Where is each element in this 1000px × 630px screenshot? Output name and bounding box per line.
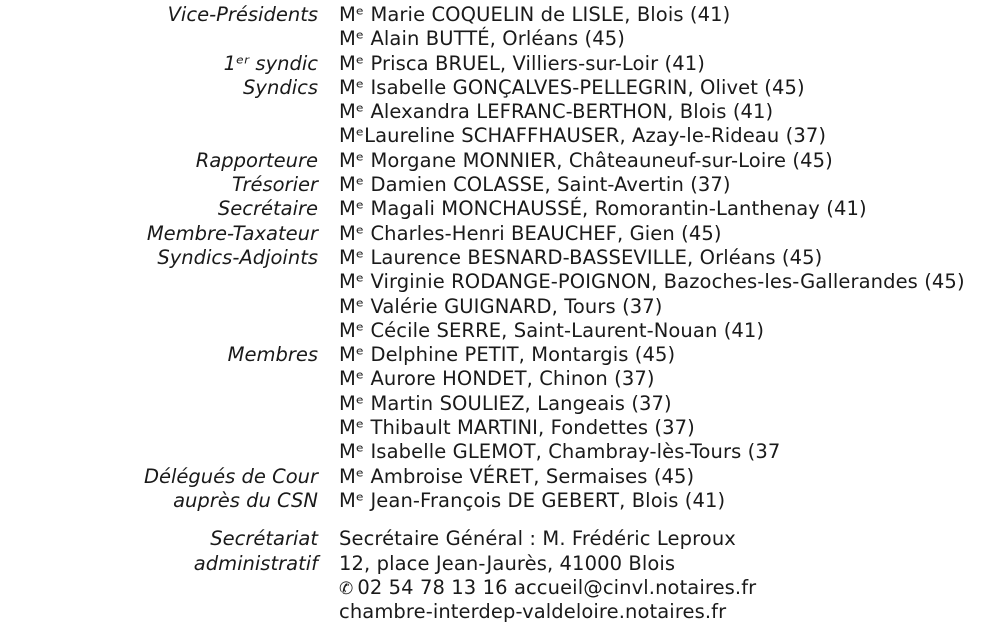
board-row [0,440,1000,464]
member-name: Mᵉ Prisca BRUEL, Villiers-sur-Loir (41) [339,51,705,75]
member-name: Mᵉ Delphine PETIT, Montargis (45) [339,343,676,367]
member-name: Mᵉ Ambroise VÉRET, Sermaises (45) [339,464,695,488]
member-name: Mᵉ Marie COQUELIN de LISLE, Blois (41) [339,3,731,26]
secretariat-address: 12, place Jean-Jaurès, 41000 Blois [339,551,676,575]
general-secretary: Secrétaire Général : M. Frédéric Leproux [339,527,736,551]
board-row [0,270,1000,294]
phone-number[interactable]: 02 54 78 13 16 [357,575,508,599]
board-row [0,100,1000,124]
board-row [0,392,1000,416]
role-label: Rapporteure [195,148,318,172]
board-row [0,489,1000,513]
board-row [0,246,1000,270]
role-label: Membres [227,343,318,367]
role-label: Syndics [243,75,318,99]
member-name: Mᵉ Morgane MONNIER, Châteauneuf-sur-Loire (45) [339,148,833,172]
board-row [0,222,1000,246]
role-label: Secrétaire [217,197,318,221]
member-name: Mᵉ Isabelle GONÇALVES-PELLEGRIN, Olivet (45) [339,75,805,99]
member-name: Mᵉ Alain BUTTÉ, Orléans (45) [339,27,625,51]
member-name: Mᵉ Virginie RODANGE-POIGNON, Bazoches-les-Gallerandes (45) [339,270,965,294]
board-row [0,465,1000,489]
board-row [0,319,1000,343]
member-name: Mᵉ Jean-François DE GEBERT, Blois (41) [339,488,726,512]
role-label: Délégués de Cour [143,464,318,488]
member-name: Mᵉ Isabelle GLEMOT, Chambray-lès-Tours (37 [339,440,781,464]
member-name: Mᵉ Aurore HONDET, Chinon (37) [339,367,655,391]
member-name: MᵉLaureline SCHAFFHAUSER, Azay-le-Rideau (37) [339,124,827,148]
board-row [0,367,1000,391]
board-row [0,52,1000,76]
phone-icon: ✆ [339,578,354,599]
website-link[interactable]: chambre-interdep-valdeloire.notaires.fr [339,600,727,624]
member-name: Mᵉ Cécile SERRE, Saint-Laurent-Nouan (41) [339,318,765,342]
member-name: Mᵉ Charles-Henri BEAUCHEF, Gien (45) [339,221,722,245]
secretariat-role-label: Secrétariat [210,527,318,551]
member-name: Mᵉ Magali MONCHAUSSÉ, Romorantin-Lanthenay (41) [339,197,867,221]
role-label: auprès du CSN [173,488,318,512]
board-row [0,173,1000,197]
secretariat-section [0,527,1000,624]
secretariat-role-label-2: administratif [193,551,318,575]
role-label: Membre-Taxateur [146,221,318,245]
member-name: Mᵉ Alexandra LEFRANC-BERTHON, Blois (41) [339,100,774,124]
board-document [0,3,1000,624]
board-row [0,197,1000,221]
board-row [0,124,1000,148]
role-label: Syndics-Adjoints [157,245,318,269]
secretariat-contact [318,576,756,600]
board-row [0,295,1000,319]
role-label: Vice-Présidents [167,3,318,26]
email-link[interactable]: accueil@cinvl.notaires.fr [513,575,757,599]
member-name: Mᵉ Damien COLASSE, Saint-Avertin (37) [339,173,731,197]
cropped-next-line [0,622,1000,630]
board-row [0,27,1000,51]
member-name: Mᵉ Laurence BESNARD-BASSEVILLE, Orléans (45) [339,245,823,269]
board-row [0,343,1000,367]
section-gap [0,513,1000,527]
member-name: Mᵉ Martin SOULIEZ, Langeais (37) [339,391,672,415]
board-row [0,76,1000,100]
member-name: Mᵉ Valérie GUIGNARD, Tours (37) [339,294,663,318]
board-list [0,3,1000,513]
role-label: 1ᵉʳ syndic [223,51,318,75]
board-row [0,416,1000,440]
role-label: Trésorier [232,173,318,197]
board-row [0,149,1000,173]
member-name: Mᵉ Thibault MARTINI, Fondettes (37) [339,416,695,440]
board-row [0,3,1000,27]
